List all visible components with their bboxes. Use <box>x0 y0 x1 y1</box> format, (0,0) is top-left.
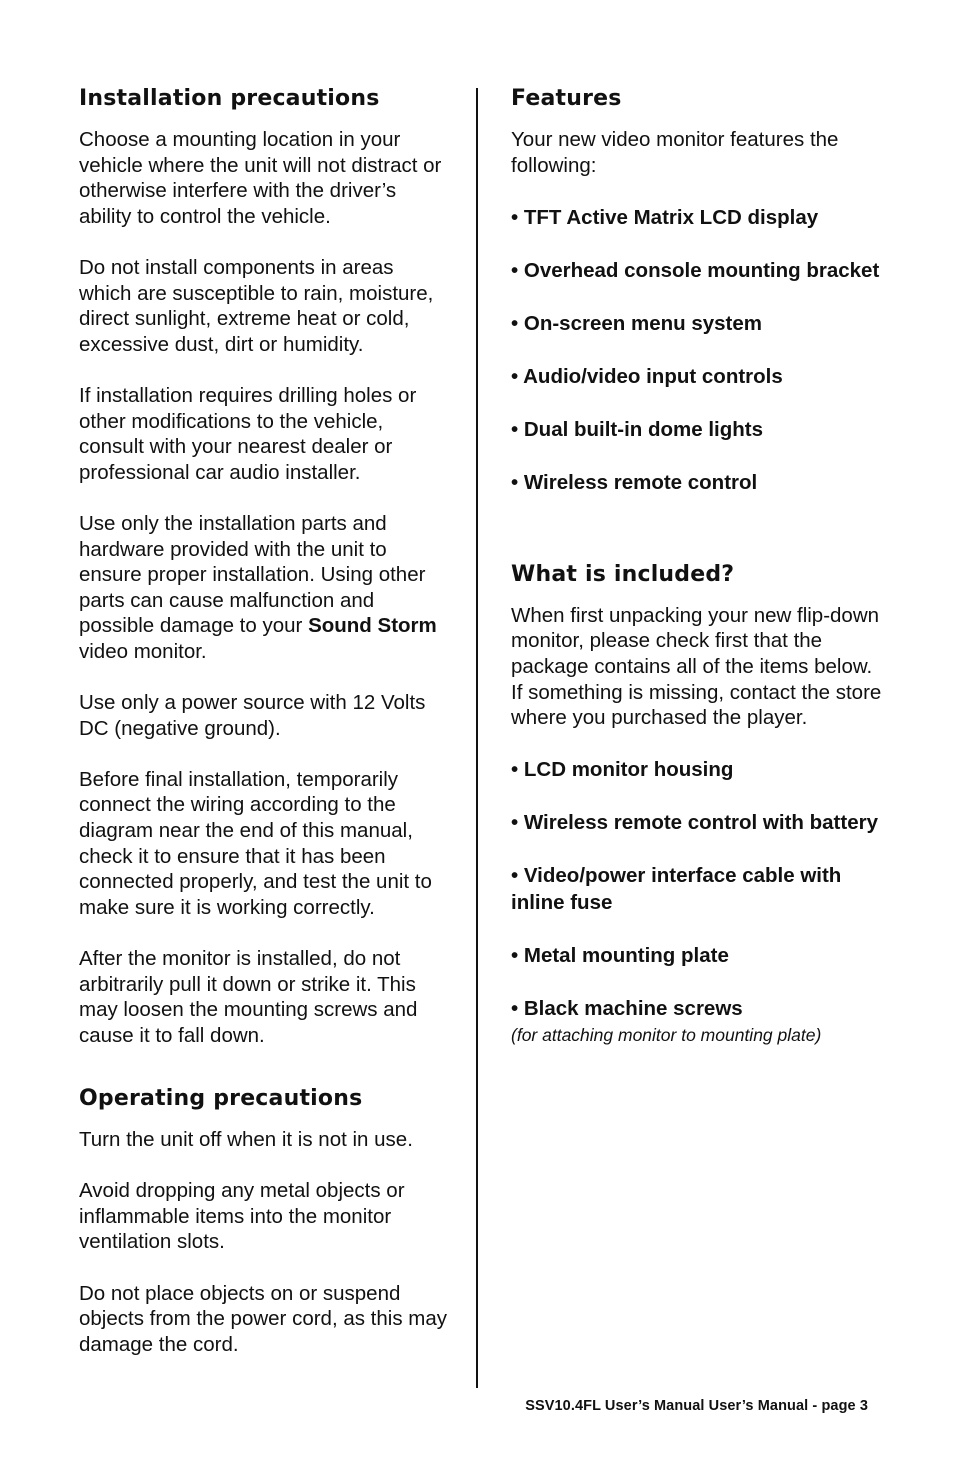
included-intro: When first unpacking your new flip-down monitor, please check first that the package contains all of the items below. If something is missing, contact the store where you purchased the player. <box>511 603 882 730</box>
column-divider <box>476 88 478 1388</box>
operating-paragraph-1: Turn the unit off when it is not in use. <box>79 1127 413 1151</box>
install-paragraph-1: Choose a mounting location in your vehicle where the unit will not distract or otherwise interfere with the driver’s ability to control the vehicle. <box>79 128 442 228</box>
features-heading: Features <box>511 86 622 111</box>
included-item-screws-label: • Black machine screws <box>511 997 743 1021</box>
what-is-included-heading: What is included? <box>511 561 735 587</box>
operating-paragraph-3: Do not place objects on or suspend objects from the power cord, as this may damage the cord. <box>79 1281 448 1356</box>
installation-precautions-heading: Installation precautions <box>79 86 380 111</box>
install-paragraph-5: Use only a power source with 12 Volts DC (negative ground). <box>79 691 426 740</box>
feature-item: • Dual built-in dome lights <box>511 417 764 441</box>
feature-item: • TFT Active Matrix LCD display <box>511 205 819 229</box>
install-paragraph-4 <box>79 511 451 665</box>
install-paragraph-3: If installation requires drilling holes or other modifications to the vehicle, consult with your nearest dealer or professional car audio installer. <box>79 383 417 484</box>
right-column <box>511 84 883 1048</box>
install-paragraph-4-end: video monitor. <box>79 639 207 663</box>
install-paragraph-7: After the monitor is installed, do not arbitrarily pull it down or strike it. This may loosen the mounting screws and cause it to fall down. <box>79 947 418 1047</box>
brand-name: Sound Storm <box>308 614 437 638</box>
left-column <box>79 84 451 1383</box>
operating-paragraph-2: Avoid dropping any metal objects or inflammable items into the monitor ventilation slots. <box>79 1179 405 1254</box>
features-intro: Your new video monitor features the following: <box>511 128 839 177</box>
page-footer: SSV10.4FL User’s Manual User’s Manual - page 3 <box>525 1398 868 1414</box>
feature-item: • Audio/video input controls <box>511 364 783 388</box>
screws-note: (for attaching monitor to mounting plate) <box>511 1025 822 1046</box>
feature-item: • On-screen menu system <box>511 311 762 335</box>
included-item-screws <box>511 995 883 1048</box>
install-paragraph-4-text: Use only the installation parts and hardware provided with the unit to ensure proper installation. Using other parts can cause malfunction and possible damage to your <box>79 511 426 638</box>
included-item: • LCD monitor housing <box>511 758 734 782</box>
feature-item: • Wireless remote control <box>511 470 758 494</box>
install-paragraph-6: Before final installation, temporarily connect the wiring according to the diagram near the end of this manual, check it to ensure that it has been connected properly, and test the unit to make sure it is working correctly. <box>79 767 432 919</box>
included-item: • Video/power interface cable with inline fuse <box>511 864 842 915</box>
feature-item: • Overhead console mounting bracket <box>511 258 880 282</box>
included-item: • Metal mounting plate <box>511 944 729 968</box>
operating-precautions-heading: Operating precautions <box>79 1085 363 1111</box>
install-paragraph-2: Do not install components in areas which are susceptible to rain, moisture, direct sunlight, extreme heat or cold, excessive dust, dirt or humidity. <box>79 255 434 356</box>
included-item: • Wireless remote control with battery <box>511 811 878 835</box>
